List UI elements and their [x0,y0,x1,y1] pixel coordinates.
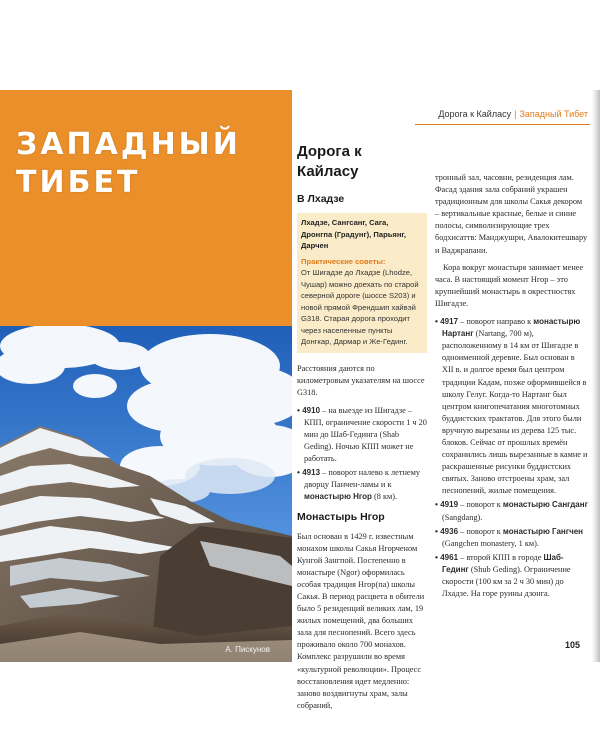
header-rule [415,124,590,125]
breadcrumb-current: Западный Тибет [519,109,588,119]
page-number: 105 [564,640,580,650]
list-item [435,498,588,523]
km-marker: 4917 [440,317,459,327]
text-column-right [435,172,588,601]
item-text: (Gangchen monastery, 1 км). [442,538,539,548]
bullet: • [435,551,441,562]
page-edge [592,90,600,662]
list-item [297,466,427,503]
list-item [297,404,427,465]
km-marker: 4961 [440,552,459,562]
practical-info-box [297,213,427,353]
list-item [435,525,588,550]
chapter-title [16,126,286,202]
item-text: (Nartang, 700 м), расположенному в 14 км от Шигадзе в одноименной деревне. Был основан в ХII в. и долгое время был центром традиции Кадам, позже оформившейся в школу Гелуг. Когда-то Нартанг был центром книгопечатания многотомных буддистских трактатов. Для этого были вручную вырезаны из дерева 125 тыс. блоков. Сейчас от прошлых времён сохранились лишь вырезанные в камне и раскрашенные рисунки буддистских святых. Заново отстроены храм, зал песнопений, жилые помещения. [442,329,588,496]
item-bold-place: Шаб-Гединг [442,552,564,574]
places-list: Лхадзе, Сангсанг, Сага, Дронгпа (Градунг), Парьянг, Дарчен [301,218,407,250]
km-marker: 4910 [302,405,321,415]
distance-note: Расстояния даются по километровым указателям на шоссе G318. [297,363,425,397]
list-item [435,315,588,497]
item-pre: – второй КПП в городе [458,552,544,562]
subsection-title-lhadze: В Лхадзе [297,193,345,205]
mountain-photo [0,326,292,662]
text-column-left [297,142,427,717]
km-marker: 4936 [440,526,459,536]
tips-text: От Шигадзе до Лхадзе (Lhodze, Чушар) можно доехать по старой северной дороге (шоссе S203) и новой прямой Френдшип хайвэй G318. Старая дорога проходит через населенные пункты Донгкар, Дармар и Же-Гединг. [301,268,419,346]
item-pre: – поворот к [458,500,503,510]
breadcrumb-parent: Дорога к Кайласу [438,109,512,119]
bullet: • [297,467,303,478]
running-head [438,109,588,119]
list-item [435,551,588,600]
item-tail: (8 км). [371,492,398,502]
breadcrumb-separator: | [514,109,517,119]
bullet: • [435,499,441,510]
photo-credit: А. Пискунов [225,645,270,654]
left-page [0,90,292,662]
item-bold-place: монастырю Нартанг [442,317,581,339]
item-bold-place: монастырю Гангчен [502,526,583,536]
right-page [292,90,600,710]
mountain-photo-illustration [0,326,292,662]
chapter-title-line-1: ЗАПАДНЫЙ [16,127,241,162]
km-marker: 4913 [302,468,321,478]
tips-heading: Практические советы: [301,256,386,266]
km-marker: 4919 [440,500,459,510]
subsection-title-ngor: Монастырь Нгор [297,510,385,523]
section-title: Дорога к Кайласу [297,143,362,180]
bullet: • [435,525,441,536]
item-text: – поворот налево к летнему дворцу Панчен-ламы и к [304,468,420,490]
item-bold-place: монастырю Нгор [304,492,372,502]
item-pre: – поворот к [458,526,503,536]
ngor-text-right: тронный зал, часовни, резиденция лам. Фасад здания зала собраний украшен традиционным для школы Сакья декором – вертикальные красные, белые и синие полосы, символизирующие трех бодхисаттв: Манджушри, Авалокитешвару и Ваджрапани. [435,173,588,255]
item-text: – на выезде из Шигадзе – КПП, ограничение скорости 1 ч 20 мин до Шаб-Гединга (Shab Geding). Ночью КПП может не работать. [304,405,427,464]
ngor-text-left: Был основан в 1429 г. известным монахом школы Сакья Нгорченом Кунгой Зангпой. Постепенно в монастыре (Ngor) оформилась особая традиция Нгор(па) школы Сакья. В период расцвета в обители было 5 резиденций великих лам, 19 жилых помещений, два больших зала для песнопений. Всего здесь проживало около 700 монахов. Комплекс разрушили во время «культурной революции». Процесс восстановления идет медленно: заново воздвигнуты храм, залы собраний, [297,531,425,710]
item-bold-place: монастырю Сангданг [502,500,588,510]
item-text: (Shub Geding). Ограничение скорости (100 км за 2 ч 30 мин) до Лхадзе. На горе руины дзонга. [442,564,571,599]
bullet: • [297,404,303,415]
ngor-kora-text: Кора вокруг монастыря занимает менее часа. В настоящий момент Нгор – это крупнейший монастырь в окрестностях Шигадзе. [435,262,584,308]
item-text: (Sangdang). [442,512,483,522]
chapter-title-line-2: ТИБЕТ [16,165,141,200]
item-pre: – поворот направо к [458,317,534,327]
bullet: • [435,316,441,327]
